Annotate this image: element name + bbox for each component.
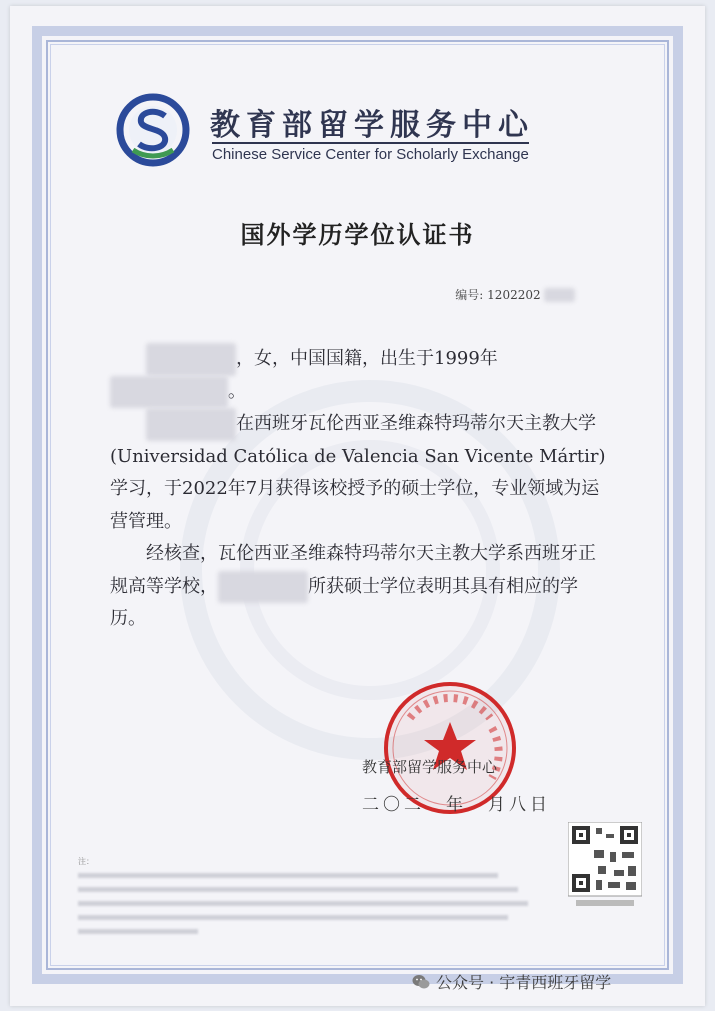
org-logo-icon: [115, 92, 191, 168]
wechat-icon: [412, 974, 430, 990]
body-paragraph-2a: 经核查，瓦伦西亚圣维森特玛蒂尔天主教大学系西班牙正规高等学校，: [110, 543, 596, 597]
body-paragraph-2: [110, 538, 610, 636]
serial-value: 1202202: [487, 288, 541, 302]
serial-label: 编号:: [455, 288, 484, 302]
qr-code-icon: [568, 822, 642, 912]
org-name-en: Chinese Service Center for Scholarly Exchange: [212, 142, 529, 163]
org-name-cn: 教育部留学服务中心: [210, 108, 534, 143]
footnote-line: [78, 911, 538, 925]
certificate-body: [110, 343, 610, 636]
body-paragraph-2b: 所获硕士学位表明其具有相应的学历。: [110, 575, 578, 629]
body-paragraph-1: [110, 408, 610, 538]
serial-number: [455, 286, 575, 303]
footnote-line: 注：: [78, 857, 94, 866]
body-paragraph-1-text: 在西班牙瓦伦西亚圣维森特玛蒂尔天主教大学(Universidad Católica de Valencia San Vicente Mártir)学习，于2022年7月获得该校授予的硕士学位，专业领域为运营管理。: [110, 413, 606, 532]
body-line-1-text: 女，中国国籍，出生于1999年: [254, 348, 498, 369]
issue-date: 二〇二 年 月八日: [362, 795, 551, 815]
redacted-birthdate: [110, 376, 228, 409]
footnote-line: [78, 925, 538, 939]
redacted-serial: [544, 288, 575, 302]
footnote-line: [78, 897, 538, 911]
redacted-name-3: [218, 571, 308, 604]
wechat-account-label: 公众号 · 宇青西班牙留学: [436, 973, 612, 992]
issuer-signature: 教育部留学服务中心: [362, 758, 498, 776]
footnote-line: [78, 869, 538, 883]
certificate-title: 国外学历学位认证书: [240, 220, 475, 249]
wechat-watermark: [412, 970, 611, 993]
footnote-line: [78, 883, 538, 897]
redacted-name: [146, 343, 236, 376]
redacted-name-2: [146, 408, 236, 441]
body-line-1: ，女，中国国籍，出生于1999年。: [110, 343, 610, 408]
footnotes: [78, 855, 538, 939]
